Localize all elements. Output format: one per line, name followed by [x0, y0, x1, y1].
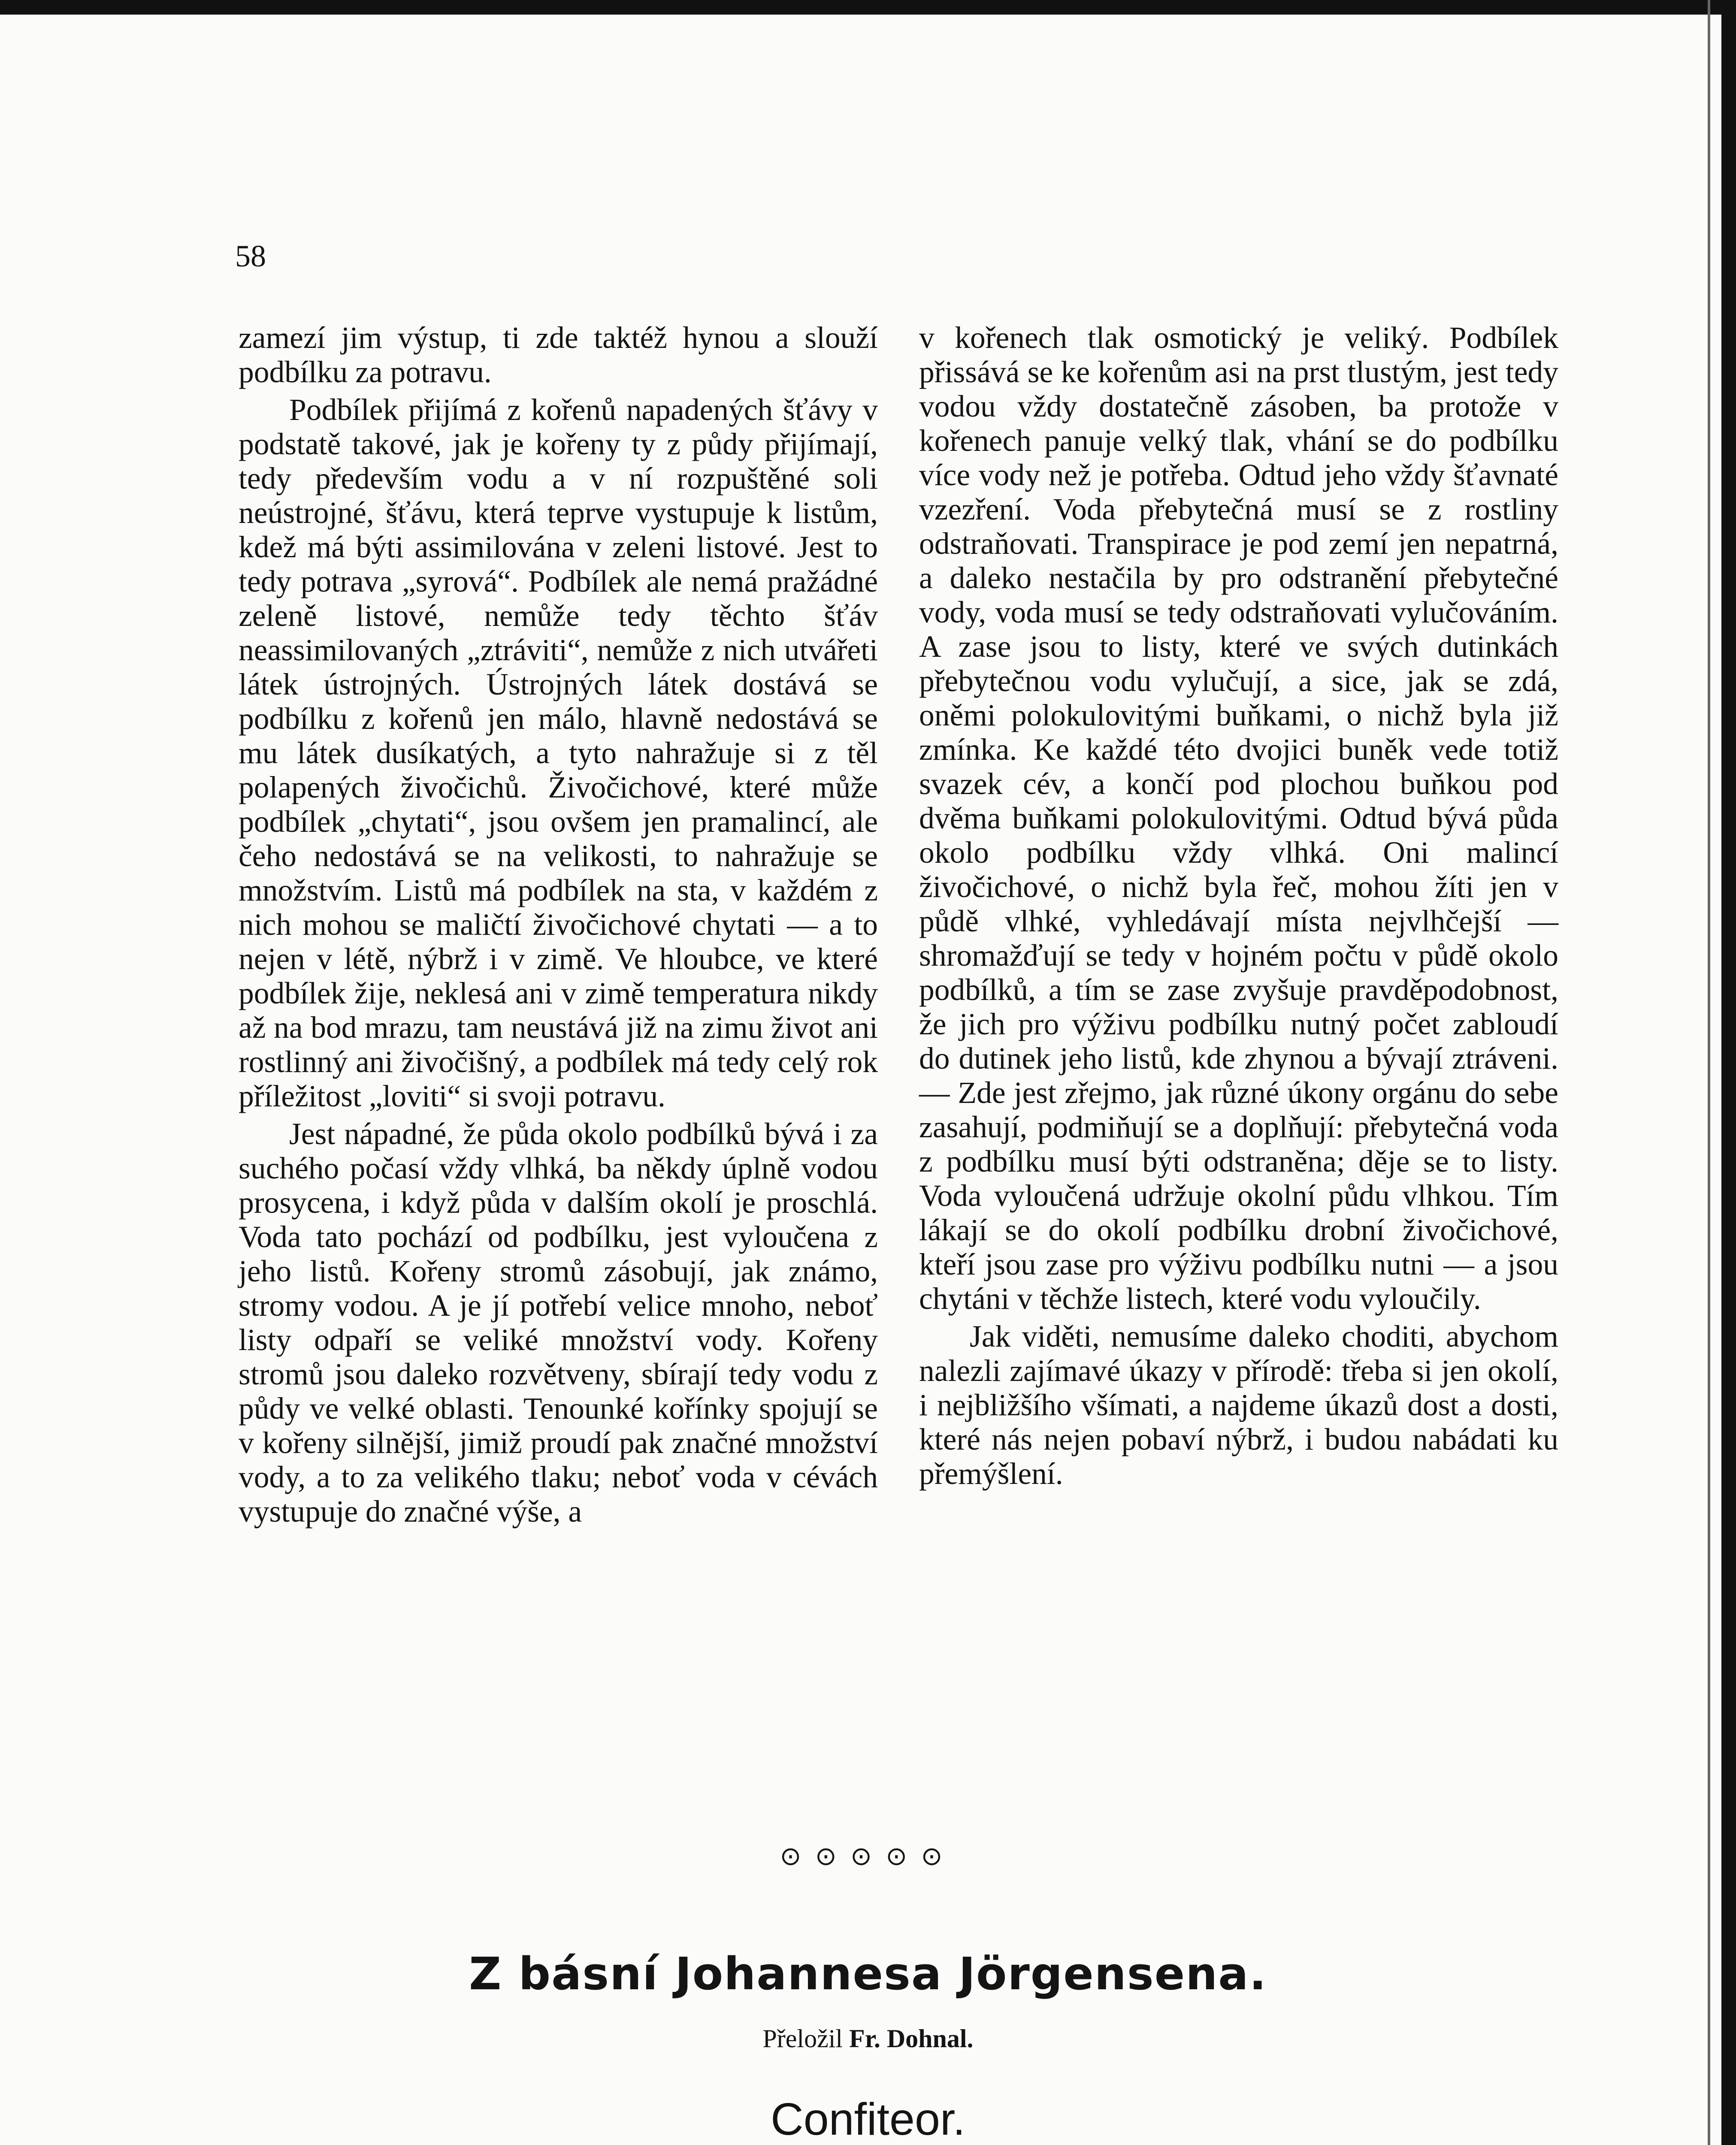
ornament-divider: ⊙⊙⊙⊙⊙	[780, 1841, 956, 1871]
page-number: 58	[235, 239, 266, 273]
section-title: Z básní Johannesa Jörgensena.	[469, 1948, 1267, 2000]
paragraph: Jest nápadné, že půda okolo podbílků bývá i za suchého počasí vždy vlhká, ba někdy úplně vodou prosycena, i když půda v dalším okolí je proschlá. Voda tato pochází od podbílku, jest vyloučena z jeho listů. Kořeny stromů zásobují, jak známo, stromy vodou. A je jí potřebí velice mnoho, neboť listy odpaří se veliké množství vody. Kořeny stromů jsou daleko rozvětveny, sbírají tedy vodu z půdy ve velké oblasti. Tenounké kořínky spojují se v kořeny silnější, jimiž proudí pak značné množství vody, a to za velikého tlaku; neboť voda v cévách vystupuje do značné výše, a	[239, 1117, 878, 1529]
right-column	[919, 321, 1558, 1491]
credit-name: Fr. Dohnal.	[849, 2024, 974, 2053]
poem-title: Confiteor.	[771, 2094, 965, 2145]
translator-credit	[0, 2024, 1736, 2054]
left-column	[239, 321, 878, 1529]
scan-edge-line	[1708, 0, 1710, 2145]
credit-prefix: Přeložil	[762, 2024, 843, 2053]
paragraph: Jak viděti, nemusíme daleko choditi, abychom nalezli zajímavé úkazy v přírodě: třeba si jen okolí, i nejbližšího všímati, a najdeme úkazů dost a dosti, které nás nejen pobaví nýbrž, i budou nabádati ku přemýšlení.	[919, 1320, 1558, 1491]
paragraph: zamezí jim výstup, ti zde taktéž hynou a slouží podbílku za potravu.	[239, 321, 878, 389]
scan-edge-top	[0, 0, 1736, 15]
paragraph: Podbílek přijímá z kořenů napadených šťávy v podstatě takové, jak je kořeny ty z půdy přijímají, tedy především vodu a v ní rozpuštěné soli neústrojné, šťávu, která teprve vystupuje k listům, kdež má býti assimilována v zeleni listové. Jest to tedy potrava „syrová“. Podbílek ale nemá pražádné zeleně listové, nemůže tedy těchto šťáv neassimilovaných „ztráviti“, nemůže z nich utvářeti látek ústrojných. Ústrojných látek dostává se podbílku z kořenů jen málo, hlavně nedostává se mu látek dusíkatých, a tyto nahražuje si z těl polapených živočichů. Živočichové, které může podbílek „chytati“, jsou ovšem jen pramalincí, ale čeho nedostává se na velikosti, to nahražuje se množstvím. Listů má podbílek na sta, v každém z nich mohou se maličtí živočichové chytati — a to nejen v létě, nýbrž i v zimě. Ve hloubce, ve které podbílek žije, neklesá ani v zimě temperatura nikdy až na bod mrazu, tam neustává již na zimu život ani rostlinný ani živočišný, a podbílek má tedy celý rok příležitost „loviti“ si svoji potravu.	[239, 393, 878, 1113]
paragraph: v kořenech tlak osmotický je veliký. Podbílek přissává se ke kořenům asi na prst tlustým, jest tedy vodou vždy dostatečně zásoben, ba protože v kořenech panuje velký tlak, vhání se do podbílku více vody než je potřeba. Odtud jeho vždy šťavnaté vzezření. Voda přebytečná musí se z rostliny odstraňovati. Transpirace je pod zemí jen nepatrná, a daleko nestačila by pro odstranění přebytečné vody, voda musí se tedy odstraňovati vylučováním. A zase jsou to listy, které ve svých dutinkách přebytečnou vodu vylučují, a sice, jak se zdá, oněmi polokulovitými buňkami, o nichž byla již zmínka. Ke každé této dvojici buněk vede totiž svazek cév, a končí pod plochou buňkou pod dvěma buňkami polokulovitými. Odtud bývá půda okolo podbílku vždy vlhká. Oni malincí živočichové, o nichž byla řeč, mohou žíti jen v půdě vlhké, vyhledávají místa nejvlhčejší — shromažďují se tedy v hojném počtu v půdě okolo podbílků, a tím se zase zvyšuje pravděpodobnost, že jich pro výživu podbílku nutný počet zabloudí do dutinek jeho listů, kde zhynou a bývají ztráveni. — Zde jest zřejmo, jak různé úkony orgánu do sebe zasahují, podmiňují se a doplňují: přebytečná voda z podbílku musí býti odstraněna; děje se to listy. Voda vyloučená udržuje okolní půdu vlhkou. Tím lákají se do okolí podbílku drobní živočichové, kteří jsou zase pro výživu podbílku nutni — a jsou chytáni v těchže listech, které vodu vyloučily.	[919, 321, 1558, 1316]
scan-edge-right	[1721, 0, 1736, 2145]
